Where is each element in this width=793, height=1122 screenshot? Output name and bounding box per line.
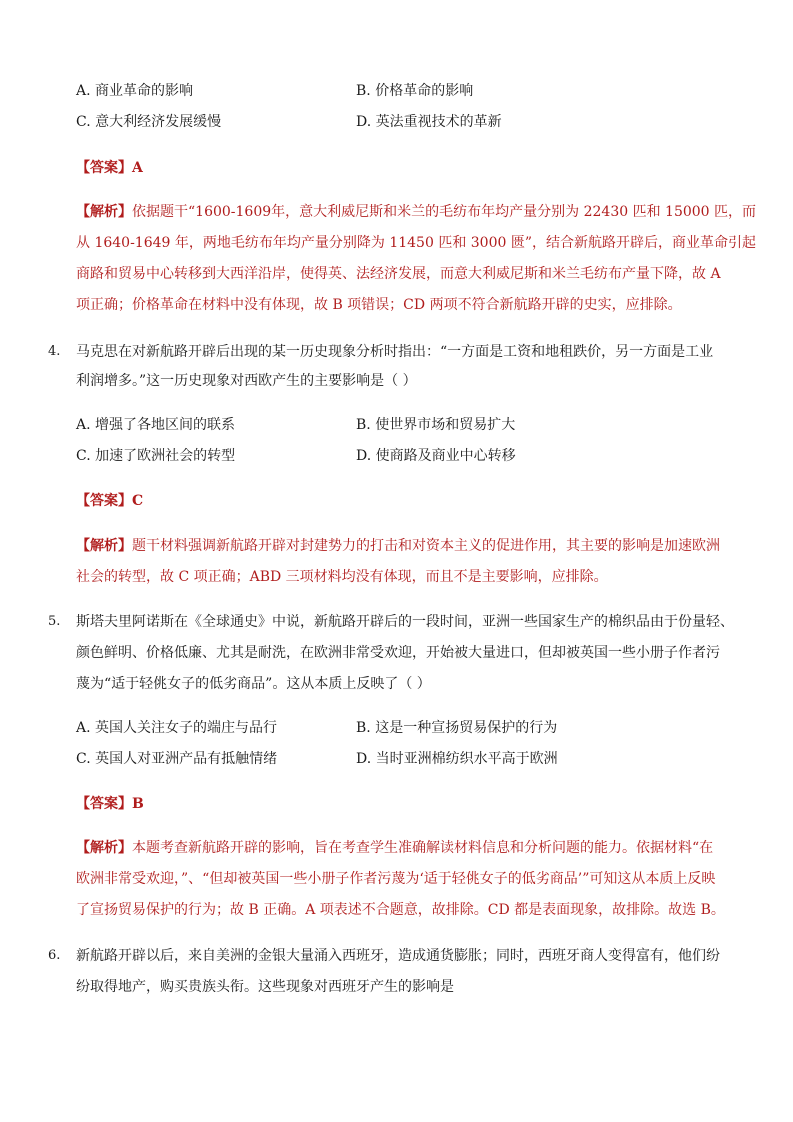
answer-value: B bbox=[132, 796, 144, 812]
answer-label: 【答案】 bbox=[76, 796, 132, 812]
q3-analysis-line-2: 从 1640-1649 年，两地毛纺布年均产量分别降为 11450 匹和 3000 匮”，结合新航路开辟后，商业革命引起 bbox=[76, 235, 757, 251]
q6-stem-line-2: 纷取得地产，购买贵族头衔。这些现象对西班牙产生的影响是 bbox=[76, 979, 454, 995]
q5-option-d: D. 当时亚洲棉纺织水平高于欧洲 bbox=[356, 751, 558, 767]
q5-analysis-line-1 bbox=[76, 839, 713, 857]
analysis-text: 依据题干“1600-1609年，意大利威尼斯和米兰的毛纺布年均产量分别为 22430 匹和 15000 匹，而 bbox=[132, 204, 757, 220]
q5-analysis-line-2: 欧洲非常受欢迎，”、“但却被英国一些小册子作者污蔑为‘适于轻佻女子的低劣商品’”可知这从本质上反映 bbox=[76, 871, 716, 887]
q5-stem-line-1: 斯塔夫里阿诺斯在《全球通史》中说，新航路开辟后的一段时间，亚洲一些国家生产的棉织品由于份量轻、 bbox=[76, 614, 734, 630]
analysis-label: 【解析】 bbox=[76, 840, 132, 856]
q6-stem-line-1: 新航路开辟以后，来自美洲的金银大量涌入西班牙，造成通货膨胀；同时，西班牙商人变得富有，他们纷 bbox=[76, 948, 720, 964]
q4-number: 4. bbox=[48, 344, 61, 359]
q4-option-d: D. 使商路及商业中心转移 bbox=[356, 448, 516, 464]
analysis-label: 【解析】 bbox=[76, 204, 132, 220]
q5-answer bbox=[76, 795, 144, 813]
q3-analysis-line-3: 商路和贸易中心转移到大西洋沿岸，使得英、法经济发展，而意大利威尼斯和米兰毛纺布产量下降，故 A bbox=[76, 266, 721, 282]
q3-answer bbox=[76, 159, 143, 177]
q3-option-a: A. 商业革命的影响 bbox=[76, 83, 194, 99]
q4-stem-line-1: 马克思在对新航路开辟后出现的某一历史现象分析时指出：“一方面是工资和地租跌价，另一方面是工业 bbox=[76, 344, 714, 360]
q5-stem-line-3: 蔑为“适于轻佻女子的低劣商品”。这从本质上反映了（ ） bbox=[76, 676, 431, 692]
analysis-label: 【解析】 bbox=[76, 538, 132, 554]
q5-stem-line-2: 颜色鲜明、价格低廉、尤其是耐洗，在欧洲非常受欢迎，开始被大量进口，但却被英国一些小册子作者污 bbox=[76, 645, 720, 661]
q6-number: 6. bbox=[48, 948, 61, 963]
q4-analysis-line-2: 社会的转型，故 C 项正确；ABD 三项材料均没有体现，而且不是主要影响，应排除。 bbox=[76, 569, 608, 585]
q4-option-a: A. 增强了各地区间的联系 bbox=[76, 417, 236, 433]
q3-option-d: D. 英法重视技术的革新 bbox=[356, 114, 502, 130]
q4-option-c: C. 加速了欧洲社会的转型 bbox=[76, 448, 236, 464]
q4-answer bbox=[76, 492, 143, 510]
q5-option-c: C. 英国人对亚洲产品有抵触情绪 bbox=[76, 751, 278, 767]
answer-label: 【答案】 bbox=[76, 160, 132, 176]
q3-analysis-line-1 bbox=[76, 203, 756, 221]
q3-analysis-line-4: 项正确；价格革命在材料中没有体现，故 B 项错误；CD 两项不符合新航路开辟的史实，应排除。 bbox=[76, 297, 682, 313]
analysis-text: 本题考查新航路开辟的影响，旨在考查学生准确解读材料信息和分析问题的能力。依据材料“在 bbox=[132, 840, 714, 856]
q5-option-b: B. 这是一种宣扬贸易保护的行为 bbox=[356, 720, 558, 736]
q4-stem-line-2: 利润增多。”这一历史现象对西欧产生的主要影响是（ ） bbox=[76, 373, 417, 389]
q4-analysis-line-1 bbox=[76, 537, 720, 555]
q5-analysis-line-3: 了宣扬贸易保护的行为；故 B 正确。A 项表述不合题意，故排除。CD 都是表面现象，故排除。故选 B。 bbox=[76, 902, 725, 918]
q5-option-a: A. 英国人关注女子的端庄与品行 bbox=[76, 720, 278, 736]
analysis-text: 题干材料强调新航路开辟对封建势力的打击和对资本主义的促进作用，其主要的影响是加速欧洲 bbox=[132, 538, 720, 554]
q5-number: 5. bbox=[48, 614, 61, 629]
answer-value: A bbox=[132, 160, 143, 176]
answer-label: 【答案】 bbox=[76, 493, 132, 509]
q3-option-b: B. 价格革命的影响 bbox=[356, 83, 474, 99]
answer-value: C bbox=[132, 493, 144, 509]
q3-option-c: C. 意大利经济发展缓慢 bbox=[76, 114, 222, 130]
q4-option-b: B. 使世界市场和贸易扩大 bbox=[356, 417, 516, 433]
